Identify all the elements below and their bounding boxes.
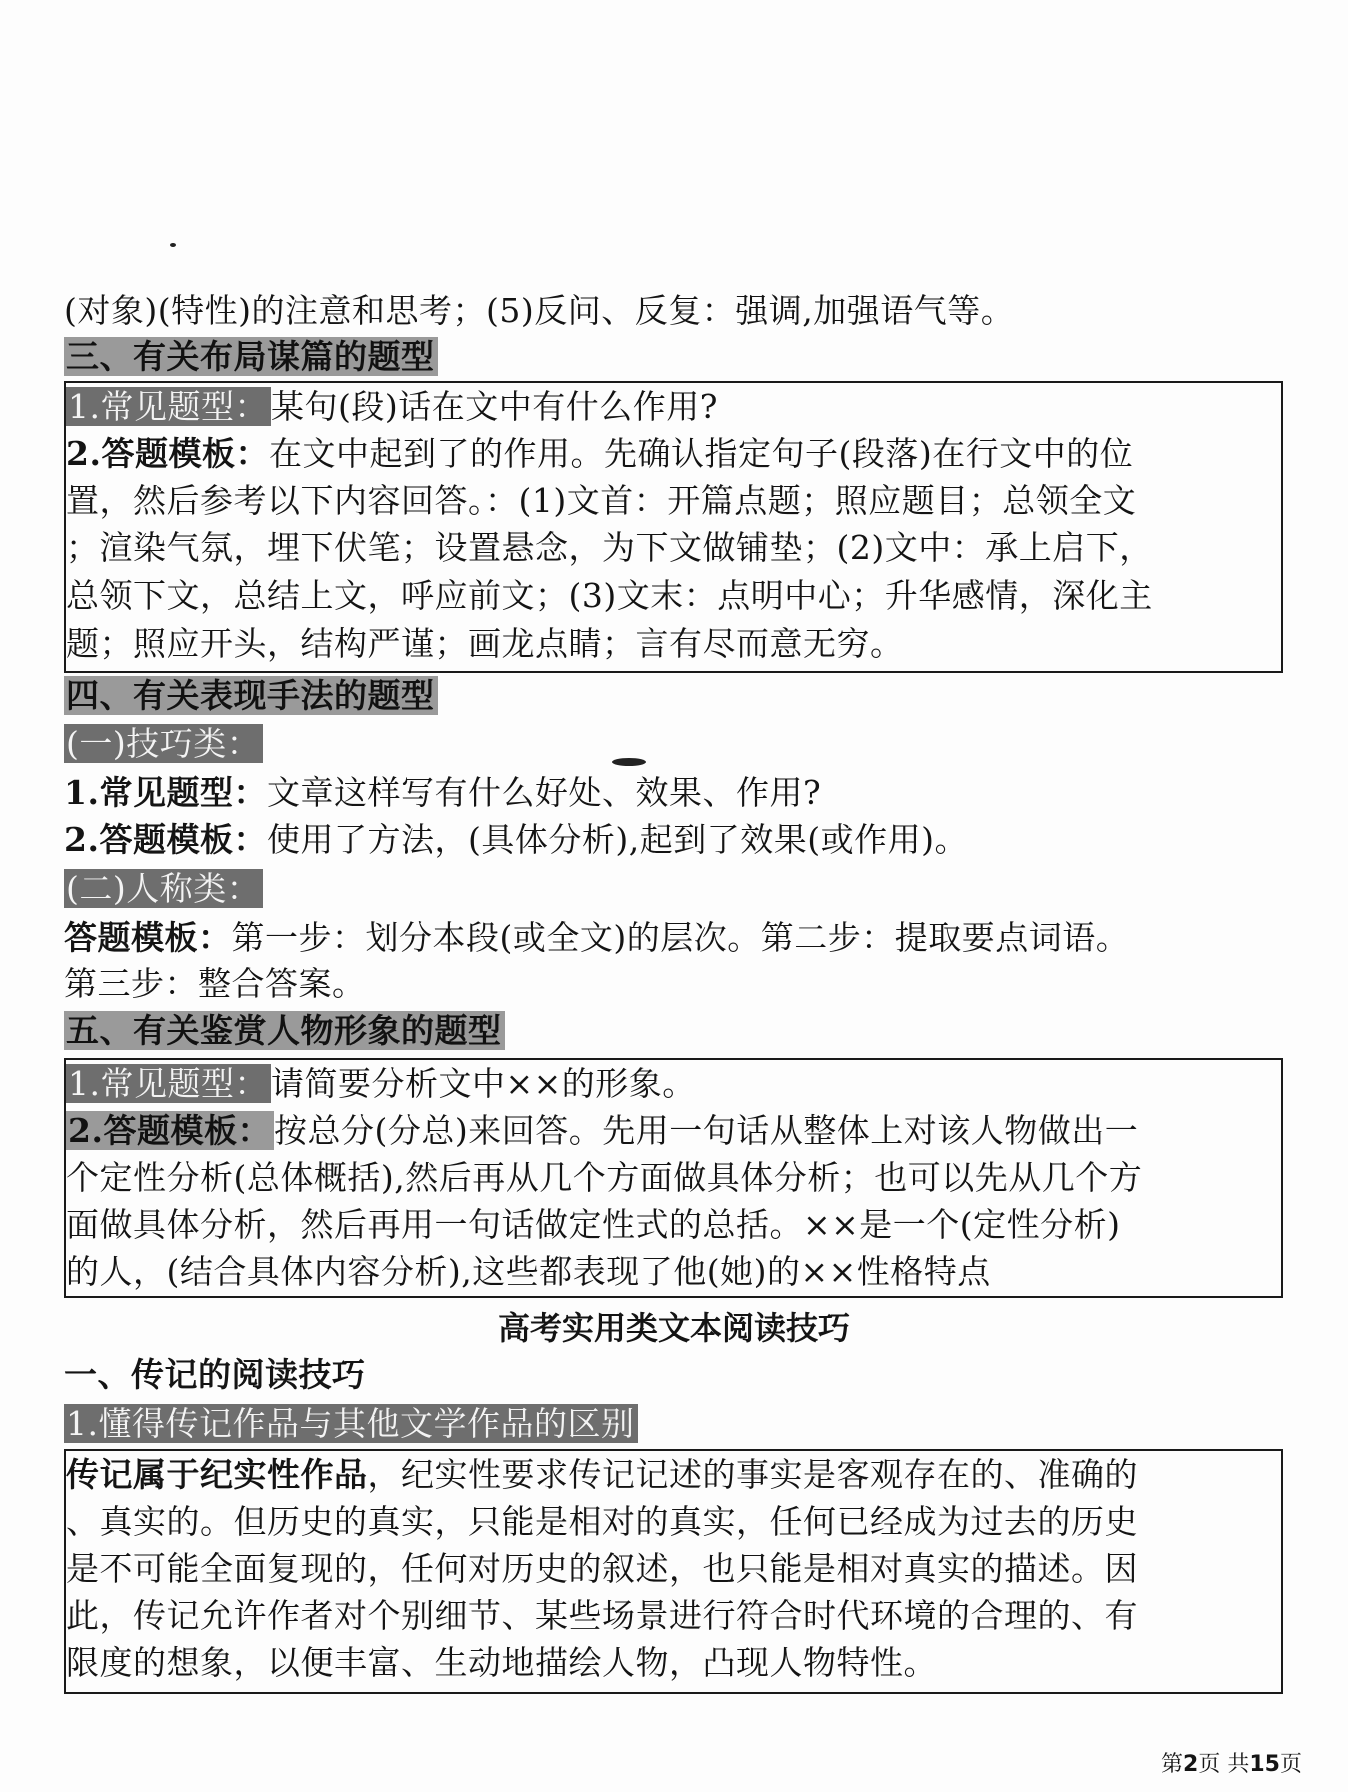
section-4-subheading-1: (一)技巧类：	[64, 721, 263, 767]
text-line: (对象)(特性)的注意和思考；(5)反问、反复：强调,加强语气等。	[64, 291, 1015, 330]
section-5-answer: 2.答题模板：按总分(分总)来回答。先用一句话从整体上对该人物做出一	[68, 1111, 1139, 1150]
scan-smudge	[612, 758, 646, 766]
section-3-heading: 三、有关布局谋篇的题型	[64, 334, 438, 380]
biography-paragraph: 传记属于纪实性作品，纪实性要求传记记述的事实是客观存在的、准确的	[66, 1455, 1138, 1494]
biography-subheading: 1.懂得传记作品与其他文学作品的区别	[64, 1401, 638, 1447]
text-line: 面做具体分析，然后再用一句话做定性式的总括。××是一个(定性分析)	[66, 1205, 1121, 1244]
text-line: 是不可能全面复现的，任何对历史的叙述，也只能是相对真实的描述。因	[66, 1549, 1138, 1588]
section-5-heading: 五、有关鉴赏人物形象的题型	[64, 1008, 505, 1054]
text-line: 限度的想象，以便丰富、生动地描绘人物，凸现人物特性。	[66, 1643, 937, 1682]
section-5-question: 1.常见题型：请简要分析文中××的形象。	[68, 1064, 696, 1103]
text-line: 、真实的。但历史的真实，只能是相对的真实，任何已经成为过去的历史	[66, 1502, 1138, 1541]
section-4-answer: 2.答题模板：使用了方法，(具体分析),起到了效果(或作用)。	[64, 820, 968, 859]
text-line: 置，然后参考以下内容回答。：(1)文首：开篇点题；照应题目；总领全文	[66, 481, 1137, 520]
text-line: 第三步：整合答案。	[64, 964, 366, 1003]
section-4-subheading-2: (二)人称类：	[64, 866, 263, 912]
section-4-template: 答题模板：第一步：划分本段(或全文)的层次。第二步：提取要点词语。	[64, 918, 1130, 957]
section-3-answer: 2.答题模板：在文中起到了的作用。先确认指定句子(段落)在行文中的位	[66, 434, 1134, 473]
biography-heading: 一、传记的阅读技巧	[64, 1355, 366, 1394]
section-3-question: 1.常见题型：某句(段)话在文中有什么作用?	[68, 387, 718, 426]
page-number: 第2页 共15页	[1161, 1752, 1302, 1777]
section-4-question: 1.常见题型：文章这样写有什么好处、效果、作用?	[64, 773, 822, 812]
text-line: 此，传记允许作者对个别细节、某些场景进行符合时代环境的合理的、有	[66, 1596, 1138, 1635]
section-4-heading: 四、有关表现手法的题型	[64, 673, 438, 719]
text-line: 总领下文，总结上文，呼应前文；(3)文末：点明中心；升华感情，深化主	[66, 576, 1153, 615]
article-title: 高考实用类文本阅读技巧	[497, 1309, 850, 1347]
text-line: 题；照应开头，结构严谨；画龙点睛；言有尽而意无穷。	[66, 624, 904, 663]
scan-smudge	[170, 243, 176, 247]
text-line: 的人，(结合具体内容分析),这些都表现了他(她)的××性格特点	[66, 1252, 991, 1291]
text-line: ；渲染气氛，埋下伏笔；设置悬念，为下文做铺垫；(2)文中：承上启下，	[66, 528, 1153, 567]
text-line: 个定性分析(总体概括),然后再从几个方面做具体分析；也可以先从几个方	[66, 1158, 1143, 1197]
